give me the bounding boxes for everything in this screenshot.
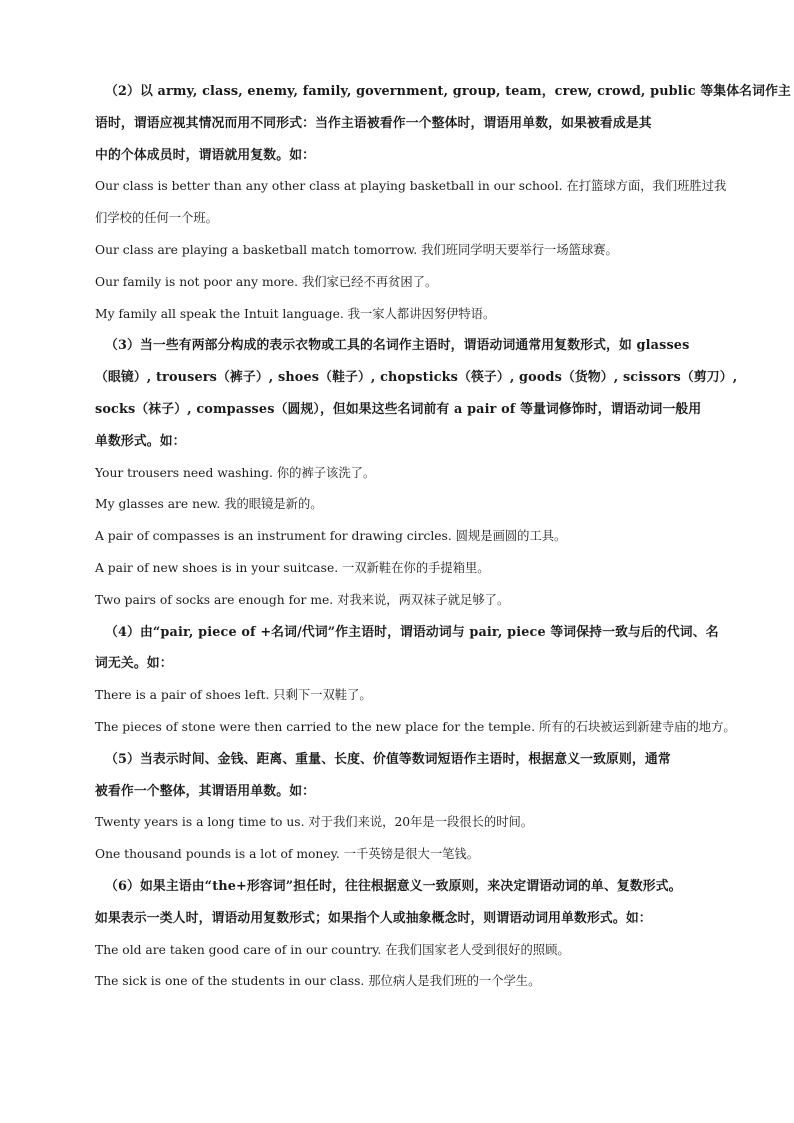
example-sentence: My glasses are new. 我的眼镜是新的。 (95, 497, 323, 512)
example-sentence: Our family is not poor any more. 我们家已经不再贫困了。 (95, 274, 438, 289)
document-body (95, 76, 791, 998)
example-sentence: A pair of new shoes is in your suitcase. 一双新鞋在你的手提箱里。 (95, 560, 490, 575)
example-sentence: Your trousers need washing. 你的裤子该洗了。 (95, 465, 376, 480)
example-sentence: My family all speak the Intuit language. 我一家人都讲因努伊特语。 (95, 306, 496, 321)
rule-text: socks（袜子）, compasses（圆规），但如果这些名词前有 a pair of 等量词修饰时，谓语动词一般用 (95, 401, 702, 417)
example-sentence: The old are taken good care of in our country. 在我们国家老人受到很好的照顾。 (95, 942, 570, 957)
example-sentence: Twenty years is a long time to us. 对于我们来说，20年是一段很长的时间。 (95, 815, 534, 830)
rule-text: 中的个体成员时，谓语就用复数。如： (95, 147, 316, 163)
section-2 (95, 76, 791, 330)
example-sentence: Our class are playing a basketball match tomorrow. 我们班同学明天要举行一场篮球赛。 (95, 242, 618, 257)
example-sentence: The sick is one of the students in our class. 那位病人是我们班的一个学生。 (95, 974, 541, 989)
example-sentence: Our class is better than any other class at playing basketball in our school. 在打篮球方面，我们班胜过我 (95, 179, 727, 194)
rule-text: （5）当表示时间、金钱、距离、重量、长度、价值等数词短语作主语时，根据意义一致原则，通常 (105, 751, 671, 767)
example-sentence: 们学校的任何一个班。 (95, 211, 218, 226)
section-4 (95, 617, 736, 744)
example-sentence: One thousand pounds is a lot of money. 一千英镑是很大一笔钱。 (95, 847, 480, 862)
rule-text: 语时，谓语应视其情况而用不同形式：当作主语被看作一个整体时，谓语用单数，如果被看成是其 (95, 115, 652, 131)
rule-text: 如果表示一类人时，谓语动用复数形式；如果指个人或抽象概念时，则谓语动词用单数形式。如： (95, 910, 652, 926)
rule-text: 单数形式。如： (95, 433, 186, 449)
example-sentence: The pieces of stone were then carried to the new place for the temple. 所有的石块被运到新建寺庙的地方。 (95, 719, 736, 734)
section-6 (95, 871, 711, 998)
rule-text: （3）当一些有两部分构成的表示衣物或工具的名词作主语时，谓语动词通常用复数形式，如 glasses (105, 338, 690, 354)
rule-text: （眼镜）, trousers（裤子）, shoes（鞋子）, chopsticks（筷子）, goods（货物）, scissors（剪刀）, (95, 370, 738, 386)
example-sentence: There is a pair of shoes left. 只剩下一双鞋了。 (95, 688, 372, 703)
rule-text: （6）如果主语由“the+形容词”担任时，往往根据意义一致原则，来决定谓语动词的单、复数形式。 (105, 878, 682, 894)
section-3 (95, 330, 738, 616)
rule-text: 被看作一个整体，其谓语用单数。如： (95, 783, 316, 799)
example-sentence: Two pairs of socks are enough for me. 对我来说，两双袜子就足够了。 (95, 592, 510, 607)
example-sentence: A pair of compasses is an instrument for drawing circles. 圆规是画圆的工具。 (95, 529, 567, 544)
rule-text: （4）由“pair, piece of +名词/代词”作主语时，谓语动词与 pair, piece 等词保持一致与后的代词、名 (105, 624, 719, 640)
rule-text: 词无关。如： (95, 656, 173, 672)
section-5 (95, 744, 711, 871)
rule-text: （2）以 army, class, enemy, family, government, group, team，crew, crowd, public 等集体名词作主 (105, 84, 791, 99)
